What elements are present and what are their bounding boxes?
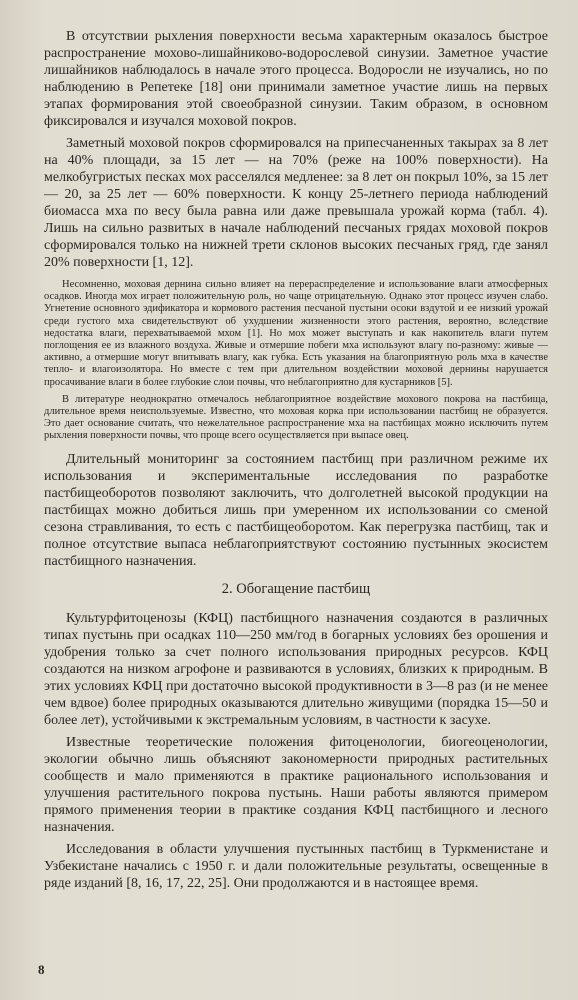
- paragraph-moss-moisture: Несомненно, моховая дернина сильно влияет на перераспределение и использование влаги атмосферных осадков. Иногда мох играет положительную роль, но чаще отрицательную. Однако этот процесс изучен слабо. Угнетение основного эдификатора и кормового растения песчаной пустыни осоки вздутой и ее низкий урожай среди густого мха свидетельствуют об ухудшении жизненности этого растения, вероятно, вследствие недостатка влаги, перехватываемой мхом [1]. Но мох может выступать и как накопитель влаги путем поглощения ее из влажного воздуха. Живые и отмершие побеги мха используют влагу по-разному: живые — активно, а отмершие могут впитывать влагу, как губка. Есть указания на благоприятную роль мха в качестве тепло- и влагоизолятора. Но вместе с тем при длительном воздействии моховой дернины нарушается просачивание влаги в более глубокие слои почвы, что неблагоприятно для кустарников [5].: [44, 279, 548, 388]
- paragraph-theory: Известные теоретические положения фитоценологии, биогеоценологии, экологии обычно лишь объясняют закономерности природных растительных сообществ и мало применяются в практике рационального использования и улучшения растительного покрова пустынь. Наши работы являются примером прямого применения теории в практике создания КФЦ пастбищного и лесного назначения.: [44, 734, 548, 835]
- paragraph-moss-synusia: В отсутствии рыхления поверхности весьма характерным оказалось быстрое распространение мохово-лишайниково-водорослевой синузии. Заметное участие лишайников наблюдалось в начале этого процесса. Водоросли не изучались, но по наблюдению в Репетеке [18] они принимали заметное участие лишь на первых этапах формирования этой своеобразной синузии. Таким образом, в основном фиксировался и изучался моховой покров.: [44, 29, 548, 129]
- paragraph-kfc: Культурфитоценозы (КФЦ) пастбищного назначения создаются в различных типах пустынь при осадках 110—250 мм/год в богарных условиях без орошения и удобрения только за счет полного использования природных ресурсов. КФЦ создаются на низком агрофоне и развиваются в условиях, близких к природным. В этих условиях КФЦ при достаточно высокой продуктивности в 3—8 раз (и не менее чем вдвое) более природных оказываются длительно живущими (порядка 15—50 и более лет), устойчивыми к экстремальным условиям, в частности к засухе.: [44, 610, 548, 728]
- paragraph-literature-note: В литературе неоднократно отмечалось неблагоприятное воздействие мохового покрова на пастбища, длительное время неиспользуемые. Известно, что моховая корка при использовании пастбищ не образуется. Это дает основание считать, что нежелательное распространение мха на пастбищах можно исключить путем рыхления поверхности почвы, что проще всего осуществляется при выпасе овец.: [44, 393, 548, 442]
- paragraph-monitoring: Длительный мониторинг за состоянием пастбищ при различном режиме их использования и экспериментальные исследования по разработке пастбищеоборотов позволяют заключить, что долголетней высокой продукции на пастбищах можно добиться лишь при умеренном их использовании со сменой сезона стравливания, то есть с пастбищеоборотом. Как перегрузка пастбищ, так и полное отсутствие выпаса неблагоприятствуют состоянию пустынных экосистем пастбищного назначения.: [44, 451, 548, 569]
- paragraph-moss-cover: Заметный моховой покров сформировался на припесчаненных такырах за 8 лет на 40% площади, за 15 лет — на 70% (реже на 100% поверхности). На мелкобугристых песках мох расселялся медленее: за 8 лет он покрыл 10%, за 15 лет — 20, за 25 лет — 60% поверхности. К концу 25-летнего периода наблюдений биомасса мха по весу была равна или даже превышала урожай корма (табл. 4). Лишь на сильно развитых в начале наблюдений песчаных грядах моховой покров сформировался только на нижней трети склонов высоких песчаных гряд, где занял 20% поверхности [1, 12].: [44, 136, 548, 270]
- paragraph-research: Исследования в области улучшения пустынных пастбищ в Туркменистане и Узбекистане начались с 1950 г. и дали положительные результаты, освещенные в ряде изданий [8, 16, 17, 22, 25]. Они продолжаются и в настоящее время.: [44, 841, 548, 891]
- page-number: 8: [38, 962, 45, 977]
- section-heading: 2. Обогащение пастбищ: [221, 580, 371, 597]
